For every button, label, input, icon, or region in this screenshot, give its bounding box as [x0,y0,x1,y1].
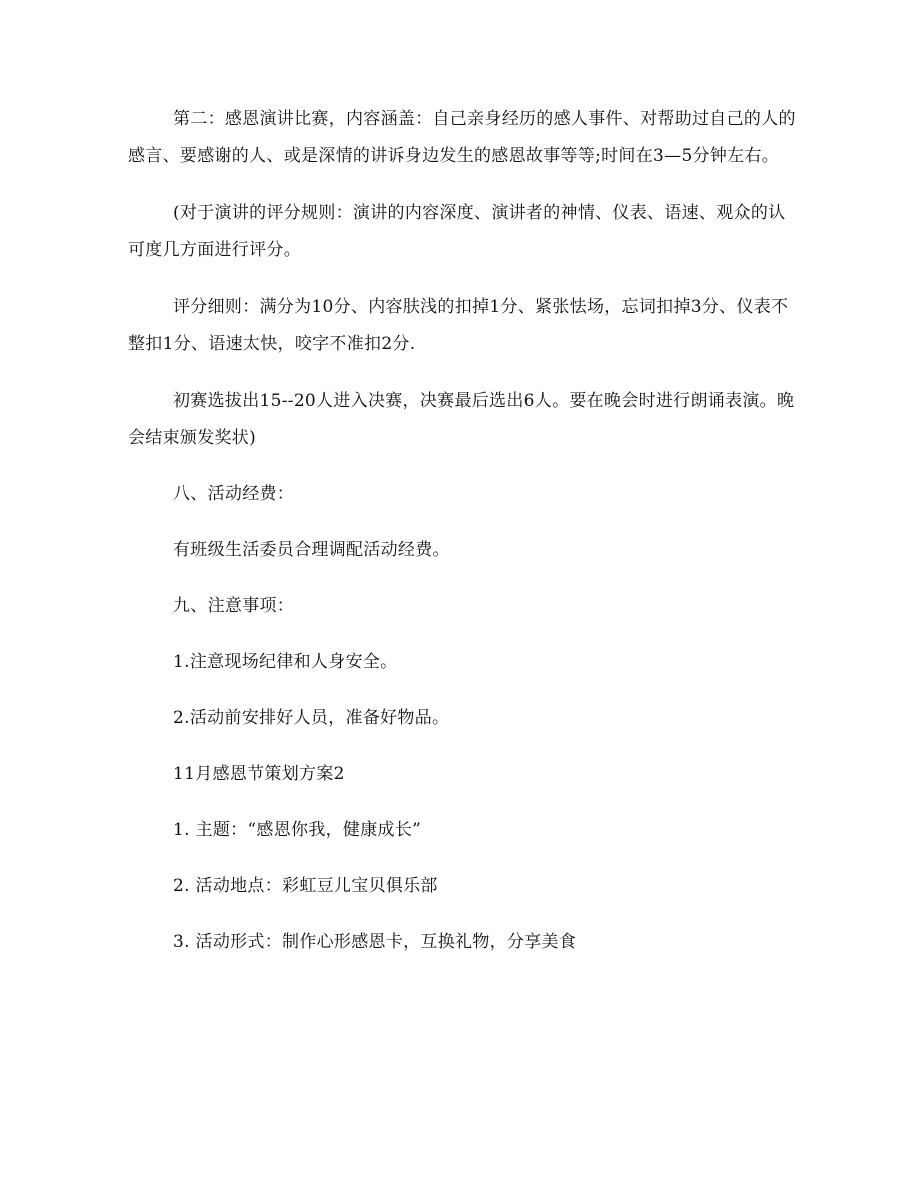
list-item-theme: 1. 主题：“感恩你我，健康成长” [173,820,422,840]
paragraph-scoring-rules: (对于演讲的评分规则：演讲的内容深度、演讲者的神情、仪表、语速、观众的认可度几方面进行评分。 [128,203,786,260]
list-item-precaution-2: 2.活动前安排好人员，准备好物品。 [173,708,450,728]
paragraph-budget-detail: 有班级生活委员合理调配活动经费。 [173,540,450,560]
list-item-format: 3. 活动形式：制作心形感恩卡，互换礼物，分享美食 [173,932,577,952]
heading-plan-2: 11月感恩节策划方案2 [173,764,345,784]
list-item-precaution-1: 1.注意现场纪律和人身安全。 [173,652,398,672]
paragraph-speech-contest: 第二：感恩演讲比赛，内容涵盖：自己亲身经历的感人事件、对帮助过自己的人的感言、要感谢的人、或是深情的讲诉身边发生的感恩故事等等;时间在3—5分钟左右。 [128,109,796,166]
heading-activity-budget: 八、活动经费： [173,484,295,504]
paragraph-preliminary-round: 初赛选拔出15--20人进入决赛，决赛最后选出6人。要在晚会时进行朗诵表演。晚会结束颁发奖状) [128,391,795,448]
paragraph-scoring-details: 评分细则：满分为10分、内容肤浅的扣掉1分、紧张怯场，忘词扣掉3分、仪表不整扣1分、语速太快，咬字不准扣2分. [128,297,789,354]
document-body [128,101,800,961]
heading-precautions: 九、注意事项： [173,596,295,616]
list-item-location: 2. 活动地点：彩虹豆儿宝贝俱乐部 [173,876,438,896]
